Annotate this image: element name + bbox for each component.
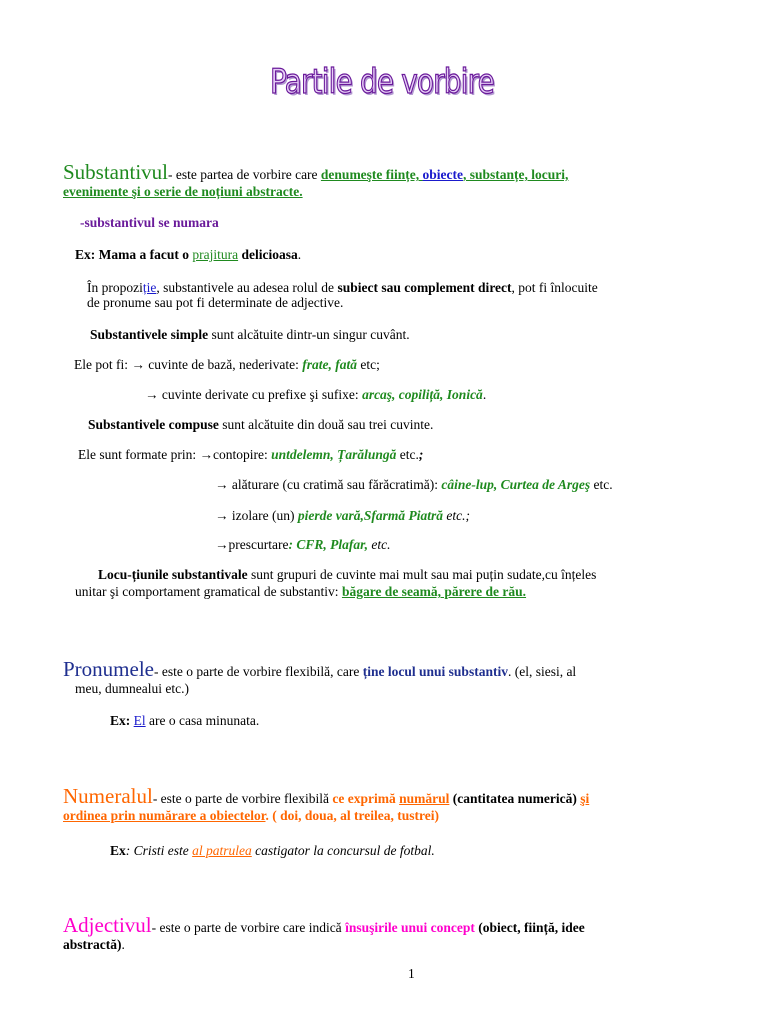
- pronumele-example: [110, 713, 259, 729]
- izol-label: → izolare (un): [215, 508, 298, 523]
- pres-example: : CFR, Plafar,: [288, 537, 368, 552]
- loc-line2: unitar şi comportament gramatical de substantiv:: [75, 584, 342, 599]
- formed-etc: etc.: [396, 447, 419, 462]
- simple-rest: sunt alcătuite dintr-un singur cuvânt.: [208, 327, 410, 342]
- pronumele-heading: Pronumele: [63, 657, 154, 681]
- izol-etc: etc.;: [442, 508, 470, 523]
- adjectivul-def: însuşirile unui concept: [345, 920, 475, 935]
- pres-label: →prescurtare: [215, 537, 289, 552]
- ele-example: frate, fată: [302, 357, 358, 372]
- loc-example: băgare de seamă, părere de rău.: [341, 584, 527, 599]
- substantivul-note: -substantivul se numara: [80, 215, 219, 230]
- numeralul-def-line2: [63, 808, 439, 824]
- numeralul-intro: - este o parte de vorbire flexibilă: [152, 791, 333, 806]
- pronumele-intro: - este o parte de vorbire flexibilă, care: [153, 664, 363, 679]
- pronumele-rest: . (el, siesi, al: [507, 664, 577, 679]
- adjectivul-def-line1: [63, 913, 585, 938]
- deriv-dot: .: [482, 387, 487, 402]
- substantivul-example: [75, 247, 301, 263]
- substantivul-def1c: , substanțe, locuri,: [463, 167, 569, 182]
- num-ex-label: Ex: [110, 843, 126, 858]
- numeralul-example: [110, 843, 435, 859]
- page-title: Partile de vorbire: [270, 62, 494, 102]
- locutiuni-line2: [75, 584, 526, 600]
- propozitie-link[interactable]: ție: [142, 280, 157, 295]
- numeralul-def-line1: [63, 784, 589, 809]
- formed-label: Ele sunt formate prin: →contopire:: [78, 447, 272, 462]
- comp-bold: Substantivele compuse: [88, 417, 219, 432]
- substantivul-def1a: denumeşte ființe,: [320, 167, 423, 182]
- deriv-label: → cuvinte derivate cu prefixe şi sufixe:: [145, 387, 363, 402]
- izolare: [215, 508, 470, 524]
- p1-text-c: , pot fi înlocuite: [511, 280, 598, 295]
- adjectivul-line2: abstractă): [63, 937, 122, 952]
- numeralul-def-word: numărul: [399, 791, 450, 806]
- ele-pot-fi: [74, 357, 380, 373]
- pron-ex-word[interactable]: El: [133, 713, 146, 728]
- alaturare: [215, 477, 613, 493]
- pron-ex-rest: are o casa minunata.: [145, 713, 260, 728]
- ele-etc: etc;: [357, 357, 380, 372]
- ex-rest: delicioasa: [238, 247, 298, 262]
- numeralul-def-a: ce exprimă: [332, 791, 400, 806]
- paragraph-rol-line2: de pronume sau pot fi determinate de adjective.: [87, 295, 344, 310]
- loc-bold: Locu-țiunile substantivale: [98, 567, 248, 582]
- formate-prin: [78, 447, 423, 463]
- adjectivul-intro: - este o parte de vorbire care indică: [151, 920, 346, 935]
- substantivul-intro: - este partea de vorbire care: [168, 167, 321, 182]
- pron-ex-label: Ex: [110, 713, 126, 728]
- ex-dot: .: [297, 247, 302, 262]
- p1-text-b: , substantivele au adesea rolul de: [156, 280, 338, 295]
- izol-example: pierde vară,Sfarmă Piatră: [297, 508, 443, 523]
- page-number: 1: [408, 966, 415, 981]
- numeralul-def-b: (cantitatea numerică): [449, 791, 581, 806]
- deriv-example: arcaş, copiliță, Ionică: [362, 387, 483, 402]
- p1-bold: subiect sau complement direct: [337, 280, 512, 295]
- numeralul-heading: Numeralul: [63, 784, 153, 808]
- pron-ex-colon: :: [125, 713, 134, 728]
- comp-rest: sunt alcătuite din două sau trei cuvinte.: [218, 417, 434, 432]
- adjectivul-line2-dot: .: [121, 937, 125, 952]
- substantivul-def1b: obiecte: [422, 167, 464, 182]
- ex-word-prajitura: prajitura: [192, 247, 239, 262]
- numeralul-line2-b: . ( doi, doua, al treilea, tustrei): [265, 808, 439, 823]
- simple-bold: Substantivele simple: [90, 327, 209, 342]
- formed-example: untdelemn, Țarălungă: [271, 447, 397, 462]
- pronumele-bold-b: substantiv: [448, 664, 508, 679]
- pronumele-def-line2: meu, dumnealui etc.): [75, 681, 189, 696]
- substantivul-def-line1: [63, 160, 568, 185]
- alat-label: → alăturare (cu cratimă sau fărăcratimă):: [215, 477, 442, 492]
- p1-text-a: În propozi: [87, 280, 143, 295]
- substantive-compuse: [88, 417, 433, 433]
- adjectivul-heading: Adjectivul: [63, 913, 152, 937]
- adjectivul-def-line2: [63, 937, 125, 953]
- ex-label: Ex: Mama a facut o: [75, 247, 193, 262]
- num-ex-word: al patrulea: [192, 843, 252, 858]
- loc-rest: sunt grupuri de cuvinte mai mult sau mai puțin sudate,cu înțeles: [247, 567, 597, 582]
- formed-semicolon: ;: [418, 447, 424, 462]
- paragraph-rol: [87, 280, 598, 296]
- num-ex-a: : Cristi este: [125, 843, 193, 858]
- derivate: [145, 387, 486, 403]
- adjectivul-paren: (obiect, ființă, idee: [474, 920, 585, 935]
- numeralul-line2-a: ordinea prin numărare a obiectelor: [63, 808, 266, 823]
- substantivul-heading: Substantivul: [63, 160, 169, 184]
- pronumele-def-line1: [63, 657, 576, 682]
- pronumele-bold-a: ține locul unui: [362, 664, 449, 679]
- ele-label: Ele pot fi: → cuvinte de bază, nederivate:: [74, 357, 303, 372]
- locutiuni: [98, 567, 596, 583]
- numeralul-def-si: şi: [580, 791, 590, 806]
- substantivul-def-line2: evenimente şi o serie de noțiuni abstracte.: [63, 184, 303, 199]
- pres-etc: etc.: [367, 537, 391, 552]
- substantive-simple: [90, 327, 410, 343]
- prescurtare: [215, 537, 390, 553]
- alat-etc: etc.: [590, 477, 613, 492]
- num-ex-b: castigator la concursul de fotbal.: [251, 843, 435, 858]
- alat-example: câine-lup, Curtea de Argeş: [441, 477, 591, 492]
